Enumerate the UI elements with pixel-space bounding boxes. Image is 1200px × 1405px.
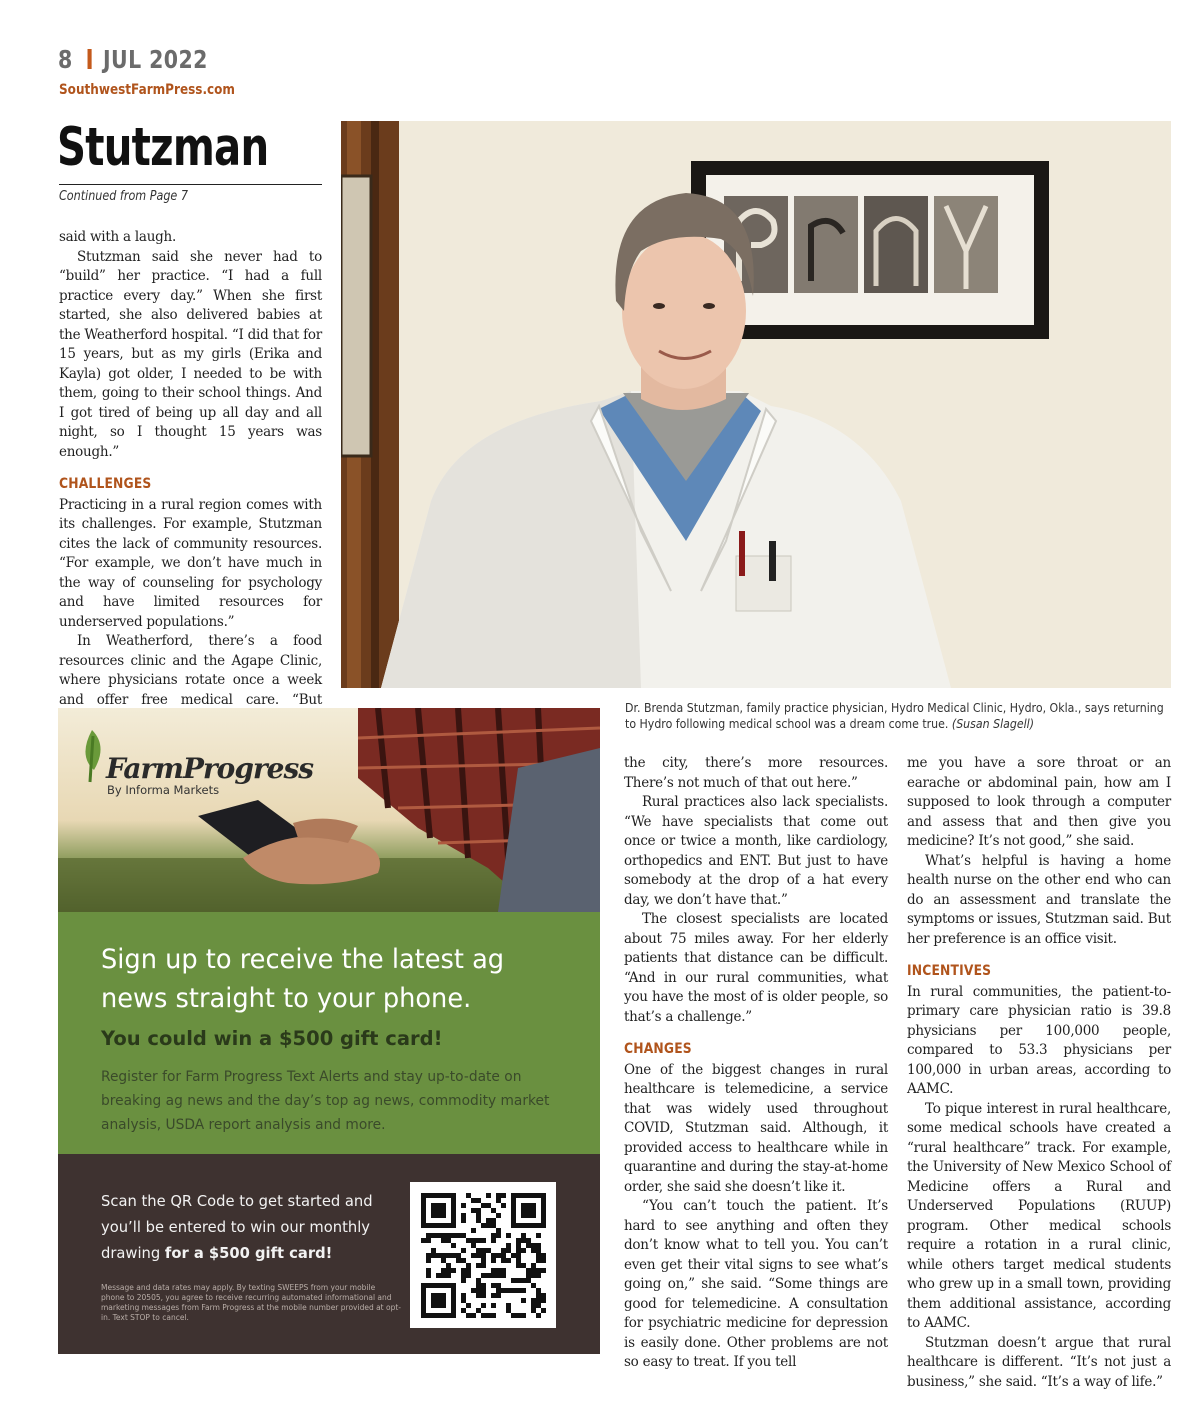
paragraph: One of the biggest changes in rural healthcare is telemedicine, a service that was widely used throughout COVID, Stutzman said. Although, it provided access to healthcare while in quarantine and during the stay-at-home order, she said she doesn’t like it.: [624, 1061, 888, 1195]
paragraph: The closest specialists are located about 75 miles away. For her elderly patients that distance can be difficult. “And in our rural communities, what you have the most of is older people, so that’s a challenge.”: [624, 911, 888, 1025]
scan-instructions: Scan the QR Code to get started and you’ll be entered to win our monthly drawing: [101, 1192, 373, 1262]
subhead-incentives: INCENTIVES: [907, 963, 992, 979]
continued-line: Continued from Page 7: [59, 189, 188, 204]
folio-divider: [87, 49, 91, 69]
paragraph: the city, there’s more resources. There’s not much of that out here.”: [624, 755, 888, 791]
caption-text: Dr. Brenda Stutzman, family practice physician, Hydro Medical Clinic, Hydro, Okla., says returning to Hydro following medical school was a dream come true.: [625, 700, 1164, 731]
photo-caption: [625, 700, 1171, 732]
page-number: 8: [58, 45, 73, 74]
farm-progress-subtitle: By Informa Markets: [107, 783, 220, 797]
ad-scan-text: [101, 1188, 386, 1266]
ad-brown-panel: [58, 1154, 600, 1354]
ad-headline: Sign up to receive the latest ag news straight to your phone.: [101, 944, 505, 1014]
farm-progress-logo: FarmProgress: [106, 752, 314, 785]
ad-green-panel: [58, 912, 600, 1154]
article-column-2: [624, 754, 888, 1373]
ad-fine-print: Message and data rates may apply. By texting SWEEPS from your mobile phone to 20505, you agree to receive recurring automated informational and marketing messages from Farm Progress at the mobile number provided at opt-in. Text STOP to cancel.: [101, 1283, 402, 1322]
paragraph: “You can’t touch the patient. It’s hard to see anything and often they don’t know what to tell you. You can’t even get their vital signs to see what’s going on,” she said. “Some things are good for telemedicine. A consultation for psychiatric medicine for depression is easily done. Other problems are not so easy to treat. If you tell: [624, 1198, 888, 1370]
paragraph: Stutzman said she never had to “build” her practice. “I had a full practice every day.” When she first started, she also delivered babies at the Weatherford hospital. “I did that for 15 years, but as my girls (Erika and Kayla) got older, I needed to be with them, going to their school things. And I got tired of being up all day and all night, so I thought 15 years was enough.”: [59, 248, 322, 460]
doctor-photo: [341, 121, 1171, 688]
paragraph: Practicing in a rural region comes with its challenges. For example, Stutzman cites the lack of community resources. “For example, we don’t have much in the way of counseling for psychology and have limited resources for underserved populations.”: [59, 496, 322, 630]
issue-date: JUL 2022: [103, 45, 208, 74]
photo-credit: (Susan Slagell): [951, 716, 1035, 731]
leaf-icon: [78, 726, 106, 784]
farm-progress-ad[interactable]: [58, 708, 600, 1354]
paragraph: said with a laugh.: [59, 229, 177, 245]
paragraph: In Weatherford, there’s a food resources clinic and the Agape Clinic, where physicians rotate once a week and offer free medical care. “But: [59, 633, 322, 708]
qr-code[interactable]: [410, 1182, 556, 1328]
site-url[interactable]: SouthwestFarmPress.com: [59, 82, 235, 98]
paragraph: Rural practices also lack specialists. “We have specialists that come out once or twice a month, like cardiology, orthopedics and ENT. But just to have somebody at the drop of a hat every day, we don’t have that.”: [624, 794, 888, 908]
headline-rule: [59, 184, 322, 185]
article-headline: Stutzman: [57, 117, 269, 178]
subhead-changes: CHANGES: [624, 1041, 692, 1057]
ad-body-text: Register for Farm Progress Text Alerts and stay up-to-date on breaking ag news and the day’s top ag news, commodity market analysis, USDA report analysis and more.: [101, 1069, 550, 1133]
paragraph: Stutzman doesn’t argue that rural healthcare is different. “It’s not just a business,” she said. “It’s a way of life.”: [907, 1334, 1171, 1390]
article-column-1: [59, 228, 322, 730]
paragraph: To pique interest in rural healthcare, some medical schools have created a “rural healthcare” track. For example, the University of New Mexico School of Medicine offers a Rural and Underserved Populations (RUUP) program. Other medical schools require a rotation in a rural clinic, while others target medical students who grew up in a small town, providing them additional assistance, according to AAMC.: [907, 1100, 1171, 1331]
ad-prize-line: You could win a $500 gift card!: [101, 1027, 443, 1050]
paragraph: What’s helpful is having a home health nurse on the other end who can do an assessment and translate the symptoms or issues, Stutzman said. But her preference is an office visit.: [907, 852, 1171, 947]
subhead-challenges: CHALLENGES: [59, 476, 152, 492]
paragraph: me you have a sore throat or an earache or abdominal pain, how am I supposed to look through a computer and assess that and then give you medicine? It’s not good,” she said.: [907, 755, 1171, 849]
scan-prize: for a $500 gift card!: [164, 1244, 333, 1262]
folio: [58, 45, 208, 74]
paragraph: In rural communities, the patient-to-primary care physician ratio is 39.8 physicians per 100,000 people, compared to 53.3 physicians per 100,000 in urban areas, according to AAMC.: [907, 983, 1171, 1097]
ad-photo: [58, 708, 600, 912]
article-column-3: [907, 754, 1171, 1392]
